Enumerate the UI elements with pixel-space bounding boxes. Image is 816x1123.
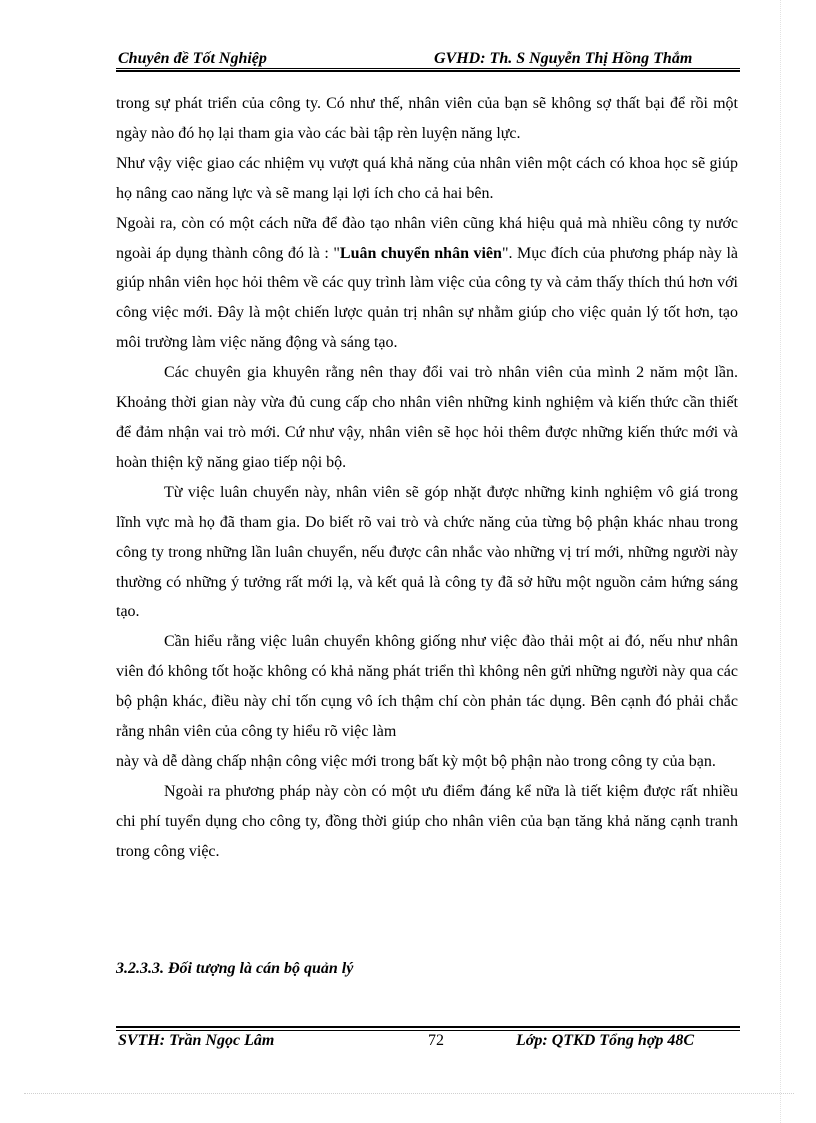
page-boundary-right bbox=[780, 0, 781, 1123]
footer-class: Lớp: QTKD Tổng hợp 48C bbox=[516, 1032, 695, 1049]
paragraph-6b: này và dễ dàng chấp nhận công việc mới trong bất kỳ một bộ phận nào trong công ty của bạn. bbox=[116, 752, 716, 770]
body-text bbox=[116, 89, 738, 867]
header-supervisor: GVHD: Th. S Nguyễn Thị Hồng Thắm bbox=[434, 50, 693, 67]
footer-rule-thin bbox=[116, 1030, 740, 1031]
paragraph-3-end: ". Mục đích của phương pháp này là giúp nhân viên học hỏi thêm về các quy trình làm việc của công ty và cảm thấy thích thú hơn với công việc mới. Đây là một chiến lược quản trị nhân sự nhằm giúp cho việc quản lý tốt hơn, tạo môi trường làm việc năng động và sáng tạo. bbox=[116, 244, 738, 352]
page-header bbox=[116, 44, 740, 68]
header-rule-thick bbox=[116, 70, 740, 72]
footer-student: SVTH: Trần Ngọc Lâm bbox=[118, 1032, 275, 1049]
paragraph-6a: Cần hiểu rằng việc luân chuyển không giống như việc đào thải một ai đó, nếu như nhân viên đó không tốt hoặc không có khả năng phát triển thì không nên gửi những người này qua các bộ phận khác, điều này chỉ tốn cụng vô ích thậm chí còn phản tác dụng. Bên cạnh đó phải chắc rằng nhân viên của công ty hiểu rõ việc làm bbox=[116, 633, 738, 741]
paragraph-1: trong sự phát triển của công ty. Có như thế, nhân viên của bạn sẽ không sợ thất bại để rồi một ngày nào đó họ lại tham gia vào các bài tập rèn luyện năng lực. bbox=[116, 95, 738, 142]
page-boundary-bottom bbox=[24, 1093, 794, 1094]
page-number: 72 bbox=[428, 1032, 444, 1049]
paragraph-2: Như vậy việc giao các nhiệm vụ vượt quá khả năng của nhân viên một cách có khoa học sẽ giúp họ nâng cao năng lực và sẽ mang lại lợi ích cho cả hai bên. bbox=[116, 154, 738, 202]
paragraph-3-bold-term: Luân chuyển nhân viên bbox=[339, 244, 502, 262]
header-rule-thin bbox=[116, 68, 740, 69]
paragraph-7: Ngoài ra phương pháp này còn có một ưu điểm đáng kể nữa là tiết kiệm được rất nhiều chi phí tuyển dụng cho công ty, đồng thời giúp cho nhân viên của bạn tăng khả năng cạnh tranh trong công việc. bbox=[116, 782, 738, 860]
paragraph-3-start: Ngoài ra, còn có một cách nữa để đào tạo nhân viên cũng khá hiệu quả mà nhiều công ty nước ngoài áp dụng thành công đó là : " bbox=[116, 214, 738, 262]
paragraph-5: Từ việc luân chuyển này, nhân viên sẽ góp nhặt được những kinh nghiệm vô giá trong lĩnh vực mà họ đã tham gia. Do biết rõ vai trò và chức năng của từng bộ phận khác nhau trong công ty trong những lần luân chuyển, nếu được cân nhắc vào những vị trí mới, những người này thường có những ý tưởng rất mới lạ, và kết quả là công ty đã sở hữu một nguồn cảm hứng sáng tạo. bbox=[116, 483, 738, 621]
section-heading: 3.2.3.3. Đối tượng là cán bộ quản lý bbox=[116, 960, 354, 977]
paragraph-4: Các chuyên gia khuyên rằng nên thay đổi vai trò nhân viên của mình 2 năm một lần. Khoảng thời gian này vừa đủ cung cấp cho nhân viên những kinh nghiệm và kiến thức cần thiết để đảm nhận vai trò mới. Cứ như vậy, nhân viên sẽ học hỏi thêm được những kiến thức mới và hoàn thiện kỹ năng giao tiếp nội bộ. bbox=[116, 364, 738, 471]
footer-rule-thick bbox=[116, 1026, 740, 1028]
header-topic: Chuyên đề Tốt Nghiệp bbox=[118, 50, 267, 67]
paragraph-3 bbox=[116, 209, 738, 359]
